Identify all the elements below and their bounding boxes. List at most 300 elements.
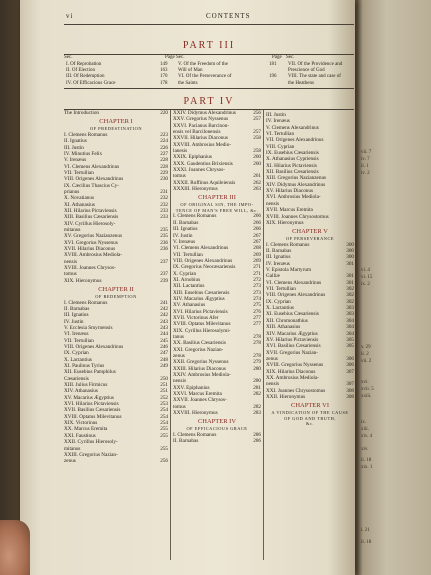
entry-name: XVII. Gregorius Nazian- [266,349,318,356]
entry-name: The Introduction [64,110,100,116]
part-iii-entry: VII. Of the Providence and [288,62,343,67]
entry-page: 250 [160,375,168,382]
entry-name: II. Barnabas [64,305,90,312]
entry-page: 280 [253,378,261,385]
entry-name: I. Clemens Romanus [64,131,108,138]
chapter-subtitle: OF PERSEVERANCE [285,236,335,242]
entry-name: VIII. Origenes Alexandrinus [64,344,124,350]
part-iii-page: 196 [269,74,277,80]
entry-name: V. Epistola Martyrum [266,267,312,274]
part-iii-page: 163 [160,68,168,74]
entry-name: XXIII. Gregorius Nazian- [64,451,118,458]
facing-page-ref: vi. 4 [361,268,370,273]
entry-page: 232 [160,195,168,202]
entry-page: 254 [160,407,168,414]
entry-name: IX. Eusebius Cæsariensis [266,150,319,157]
entry-name: tomus [64,271,77,278]
facing-page-ref: ii. 2 [361,352,369,357]
contents-column-2 [173,110,261,445]
entry-page: 244 [160,331,168,338]
entry-page: 300 [346,254,354,261]
entry-name: XIII. Basilius Cæsariensis [64,214,119,221]
entry-page: 263 [253,186,261,193]
chapter-subtitle: OF REDEMPTION [95,294,137,300]
part-iii-page: 149 [160,62,168,67]
entry-name: XVIII. Gregorius Nyssenus [266,362,324,369]
entry-name: XVIII. Optatus Milevitanus [173,321,231,328]
entry-name: XI. Athanasius [64,201,95,208]
entry-name: XIX. Hieronymus [266,219,304,226]
facing-page-ref: v. 29 [361,345,371,350]
facing-page-ref: vi. 15 [361,275,373,280]
entry-name: XVI. Ambrosius Mediola- [266,194,321,201]
part-iii-entry: VI. Of the Perseverance of [178,74,232,80]
chapter-heading: CHAPTER II [98,286,134,294]
entry-name: IX. Cyprian [266,298,291,305]
facing-page-ref: iv. 7 [361,157,370,162]
entry-name: X. Cyprian [173,270,197,277]
part-iii-title: PART III [182,40,236,51]
entry-name: XVI. Basilius Cæsariensis [266,343,321,350]
entry-name: IV. Irenæus [266,118,290,125]
entry-name: VIII. Origenes Alexandrinus [266,292,326,299]
chapter-subtitle: OF PREDESTINATION [89,126,143,132]
facing-page [357,0,431,575]
entry-name: XXV. Gregorius Nyssenus [173,116,229,123]
entry-page: 302 [346,292,354,299]
facing-page-ref: ix. 2 [361,282,370,287]
entry-page: 223 [160,131,168,138]
entry-page: 277 [253,321,261,328]
entry-name: III. Ignatius [266,254,291,261]
entry-name: XXVI. Pacianus Barcinon- [173,122,230,129]
entry-name: XI. Eusebius Cæsariensis [266,311,319,318]
entry-page: 275 [253,302,261,309]
entry-page: 256 [160,458,168,465]
entry-name: XII. Eusebius Pamphilus [64,369,116,376]
entry-page: 235 [160,233,168,240]
entry-name: X. Lactantius [64,356,92,363]
entry-page: 249 [160,363,168,370]
part-iii-entry: Prescience of God [288,68,325,74]
entry-name: XXI. Faustinus [64,432,96,439]
part-iii-page: 181 [269,62,277,67]
entry-page: 304 [346,330,354,337]
entry-name: XI. Hilarius Pictaviensis [266,162,317,169]
entry-page: 237 [160,271,168,278]
chapter-subtitle: &c. [306,421,314,427]
entry-name: XXVI. Marcus Eremita [173,391,222,398]
chapter-heading: CHAPTER V [292,228,328,236]
entry-page: 271 [253,270,261,277]
part-iii-page-label: Page [165,55,175,60]
entry-name: XXI. Joannes Chrysostomus [266,387,326,394]
entry-name: XXIX. Epiphanius [173,154,212,161]
entry-page: 258 [253,135,261,142]
entry-name: XXIV. Didymus Alexandrinus [173,110,236,116]
entry-page: 286 [253,431,261,438]
facing-page-ref: xvii. 5 [361,387,374,392]
entry-name: IX. Cæcilius Thascius Cy- [64,182,119,189]
entry-page: 229 [160,169,168,176]
entry-page: 272 [253,276,261,283]
chapter-subtitle: A VINDICATION OF THE CAUSE [271,410,349,416]
header-rule [64,24,354,25]
entry-name: XVII. Victorinus Afer [173,314,219,321]
entry-name: XXII. Hieronymus [266,393,306,400]
chapter-subtitle: OF ORIGINAL SIN, THE IMPO- [180,202,254,208]
entry-name: V. Ecclesia Smyrnensis [64,324,113,331]
entry-name: XXVIII. Hieronymus [173,410,218,417]
facing-page-ref: xvi. [361,380,369,385]
entry-name: XVI. Gregorius Nyssenus [64,239,118,246]
entry-name: VII. Tertullian [64,337,94,344]
part-iii-bottom-rule [64,88,354,89]
contents-entry [266,220,354,226]
entry-page: 308 [346,393,354,400]
entry-page: 267 [253,238,261,245]
entry-name: XXIII. Hilarius Diaconus [173,365,226,372]
entry-name: VI. Tertullian [266,131,295,138]
part-iii-entry: II. Of Election [66,68,96,74]
facing-page-ref: ii. 18 [361,540,372,545]
entry-name: XIII. Athanasius [266,324,301,331]
facing-page-ref: vii. 2 [361,359,372,364]
entry-page: 242 [160,312,168,319]
entry-name: XIX. Cyrillus Hierosolymi- [173,327,231,334]
entry-name: XVII. Basilius Cæsariensis [64,407,121,414]
contents-page [20,0,355,575]
entry-name: III. Ignatius [173,226,198,233]
entry-name: XXVIII. Ambrosius Medio- [173,141,232,148]
entry-name: Galliæ [266,273,280,280]
entry-name: mitanus [64,445,81,452]
entry-page: 303 [346,305,354,312]
entry-page: 228 [160,157,168,164]
part-iii-top-rule [64,54,354,55]
entry-page: 251 [160,382,168,389]
entry-page: 308 [346,387,354,394]
facing-page-ref: vii. 7 [361,150,372,155]
entry-page: 268 [253,245,261,252]
entry-name: Cæsariensis [64,375,89,382]
entry-name: X. Athanasius Cypriensis [266,156,319,163]
entry-name: IV. Justin [64,318,84,325]
entry-page: 278 [253,334,261,340]
entry-page: 257 [253,116,261,123]
part-iii-entry: Will of Man [178,68,203,74]
entry-page: 281 [253,384,261,391]
entry-page: 282 [253,403,261,410]
entry-page: 304 [346,317,354,324]
entry-name: tomus [173,173,186,180]
entry-page: 307 [346,368,354,375]
entry-page: 230 [160,176,168,183]
entry-name: XIV. Athanasius [64,388,98,395]
entry-name: lanesis [173,148,188,155]
entry-name: mitanus [64,227,81,233]
entry-name: XIV. Macarius Ægyptius [266,330,318,337]
entry-page: 273 [253,289,261,296]
chapter-heading: CHAPTER VI [291,402,329,410]
contents-entry [173,410,261,416]
entry-name: VI. Clemens Alexandrinus [266,279,322,286]
entry-name: XXII. Cyrillus Hierosoly- [64,439,118,446]
facing-page-ref: iv. 2 [361,171,370,176]
entry-name: IX. Cyprian [64,350,89,357]
entry-page: 269 [253,257,261,264]
entry-page: 302 [346,286,354,293]
entry-page: 254 [160,420,168,427]
entry-name: I. Clemens Romanus [266,241,310,248]
entry-page: 227 [160,150,168,157]
chapter-heading: CHAPTER IV [197,418,237,426]
entry-name: XX. Ambrosius Mediola- [266,374,319,381]
entry-name: III. Justin [266,112,286,118]
part-iii-entry: III. Of Redemption [66,74,105,80]
entry-name: XV. Gregorius Nazianzenus [64,233,122,240]
entry-name: II. Barnabas [266,248,292,255]
entry-page: 247 [160,350,168,357]
thumb [0,520,30,575]
entry-page: 233 [160,207,168,214]
entry-page: 262 [253,179,261,186]
entry-name: XVIII. Optatus Milevitanus [64,413,122,420]
entry-page: 266 [253,213,261,220]
entry-page: 274 [253,295,261,302]
entry-name: XIV. Cyrillus Hierosoly- [64,220,116,227]
entry-name: V. Clemens Alexandrinus [266,124,319,131]
facing-page-ref: xix. 1 [361,465,373,470]
entry-name: XXII. Gregorius Nyssenus [173,359,229,366]
entry-name: XXVII. Joannes Chrysos- [173,397,227,404]
entry-name: IX. Gregorius Neocæsariensis [173,264,236,271]
entry-name: XX. Basilius Cæsariensis [173,340,226,347]
entry-name: tanus [173,334,184,340]
entry-page: 243 [160,318,168,325]
part-iii-entry: I. Of Reprobation [66,62,102,67]
entry-page: 233 [160,214,168,221]
contents-column-1 [64,110,168,465]
contents-entry [173,438,261,444]
entry-page: 282 [253,391,261,398]
entry-page: 257 [253,129,261,136]
entry-name: zenus [173,353,185,360]
entry-name: XXVII. Hilarius Diaconus [173,135,228,142]
chapter-heading: CHAPTER I [99,118,133,126]
entry-name: zenus [64,458,76,465]
part-iii-entry: VIII. The state and case of [288,74,341,80]
entry-name: II. Ignatius [64,138,87,145]
entry-page: 245 [160,337,168,344]
entry-page: 305 [346,343,354,350]
part-iv-title: PART IV [183,96,235,107]
facing-page-ref: ii. 1 [361,164,369,169]
entry-name: XIX. Hieronymus [64,277,102,284]
part-iii-entry: the Heathens [288,80,314,86]
entry-page: 246 [160,344,168,350]
entry-name: nensis [266,381,279,388]
entry-name: XXXII. Ruffinus Aquileiensis [173,179,236,186]
entry-page: 283 [253,410,261,417]
entry-name: zenus [266,355,278,362]
entry-name: V. Irenæus [173,238,196,245]
entry-name: VI. Irenæus [64,331,89,338]
part-iii-sec-label-3: Sec. [286,55,295,60]
entry-name: XIV. Didymus Alexandrinus [266,181,326,188]
part-iii-entry: V. Of the Freedom of the [178,62,228,67]
entry-name: XII. Hilarius Pictaviensis [64,207,117,214]
entry-name: IV. Justin [173,232,193,239]
entry-name: XXXIII. Hieronymus [173,186,218,193]
contents-entry [64,458,168,464]
entry-name: XVII. Hilarius Diaconus [64,246,116,253]
facing-page-ref: ix. [361,420,367,425]
entry-page: 277 [253,314,261,321]
chapter-heading: CHAPTER III [198,194,236,202]
entry-name: XI. Paulinus Tyrius [64,363,105,370]
part-iii-sec-label: Sec. [64,55,73,60]
entry-page: 255 [160,426,168,433]
entry-name: XVII. Marcus Eremita [266,207,313,214]
entry-name: XV. Hilarius Pictaviensis [266,336,319,343]
entry-name: VII. Tertullian [64,169,94,176]
entry-name: I. Clemens Romanus [173,213,217,220]
page-number: vi [66,12,74,20]
part-iii-entry: IV. Of Efficacious Grace [66,80,116,86]
chapter-subtitle: OF GOD AND TRUTH, [284,415,336,421]
entry-name: XVIII. Ambrosius Mediola- [64,252,123,259]
entry-name: VI. Clemens Alexandrinus [173,245,229,252]
running-title: CONTENTS [206,12,251,20]
entry-name: XXIV. Ambrosius Mediola- [173,372,231,379]
entry-page: 278 [253,340,261,347]
facing-page-ref: i. 21 [361,528,370,533]
entry-name: XXX. Gaudentius Brixiensis [173,160,233,167]
entry-page: 248 [160,356,168,363]
entry-page: 241 [160,299,168,306]
entry-name: VII. Tertullian [173,251,203,258]
entry-page: 269 [253,251,261,258]
entry-page: 260 [253,160,261,167]
entry-page: 301 [346,279,354,286]
entry-page: 226 [160,144,168,151]
entry-name: VI. Clemens Alexandrinus [64,163,120,170]
entry-name: V. Irenæus [64,157,87,164]
entry-name: IV. Minutius Felix [64,150,103,157]
entry-name: III. Justin [64,144,84,151]
facing-page-ref: xiii. [361,427,369,432]
entry-name: XVIII. Joannes Chrysos- [64,265,116,272]
entry-name: ensis vel Barcilonensis [173,129,221,136]
facing-page-ref: xiv. 4 [361,434,373,439]
entry-name: XIX. Victorinus [64,420,98,427]
entry-name: XV. Athanasius [173,302,206,309]
entry-name: nensis [64,258,77,265]
entry-name: nensis [266,200,279,207]
entry-name: IV. Irenæus [266,260,290,267]
entry-name: XIII. Julius Firmicus [64,382,108,389]
entry-name: XVI. Hilarius Pictaviensis [173,308,228,315]
entry-page [340,220,354,226]
facing-page-ref: xiv. [361,447,369,452]
entry-name: XV. Hilarius Diaconus [266,188,314,195]
contents-column-3 [266,112,354,427]
contents-entry [64,278,168,284]
chapter-subtitle: OF EFFICACIOUS GRACE [186,426,248,432]
entry-name: II. Barnabas [173,438,199,445]
entry-page: 280 [253,365,261,372]
entry-name: prianus [64,188,80,195]
part-iii-sec-label-2: Sec. [176,55,185,60]
entry-page: 252 [160,394,168,401]
entry-name: III. Ignatius [64,312,89,319]
entry-name: X. Lactantius [266,305,294,312]
entry-name: VIII. Cyprian [266,143,295,150]
entry-page: 260 [253,154,261,161]
entry-page: 300 [346,241,354,248]
entry-page: 261 [253,173,261,180]
entry-name: XVIII. Joannes Chrysostomus [266,213,329,220]
entry-page: 237 [160,258,168,265]
entry-page: 307 [346,381,354,388]
entry-page: 304 [346,324,354,331]
entry-page: 220 [160,110,168,116]
entry-name: XIV. Macarius Ægyptius [173,295,225,302]
entry-name: tomus [173,403,186,410]
column-divider-1 [170,110,171,560]
entry-page: 228 [160,163,168,170]
entry-page: 302 [346,298,354,305]
facing-page-ref: ii. 18 [361,458,372,463]
entry-page: 231 [160,188,168,195]
entry-page: 306 [346,355,354,362]
entry-name: I. Clemens Romanus [64,299,108,306]
entry-page: 300 [346,248,354,255]
entry-name: XXV. Epiphanius [173,384,210,391]
entry-name: XV. Macarius Ægyptius [64,394,114,401]
part-iii-page: 178 [160,80,168,86]
entry-page: 306 [346,362,354,369]
entry-name: VIII. Origenes Alexandrinus [64,176,124,183]
entry-name: nensis [173,378,186,385]
part-iii-entry: the Saints [178,80,198,86]
entry-name: VIII. Origenes Alexandrinus [173,257,233,264]
entry-page: 286 [253,438,261,445]
entry-page: 266 [253,219,261,226]
entry-name: XVI. Hilarius Pictaviensis [64,401,119,408]
entry-page: 235 [160,227,168,233]
entry-page: 236 [160,239,168,246]
contents-entry [173,186,261,192]
entry-page: 301 [346,260,354,267]
entry-name: XX. Marcus Eremita [64,426,108,433]
entry-name: XII. Lactantius [173,283,205,290]
entry-page: 278 [253,353,261,360]
entry-name: XIII. Eusebius Cæsariensis [173,289,230,296]
contents-entry [64,110,168,116]
entry-page: 254 [160,413,168,420]
entry-page: 305 [346,336,354,343]
entry-page: 242 [160,305,168,312]
facing-page-ref: xxiii. [361,394,372,399]
entry-page: 232 [160,201,168,208]
entry-page: 267 [253,232,261,239]
entry-page: 303 [346,311,354,318]
entry-page: 276 [253,308,261,315]
entry-page: 301 [346,273,354,280]
entry-page: 243 [160,324,168,331]
